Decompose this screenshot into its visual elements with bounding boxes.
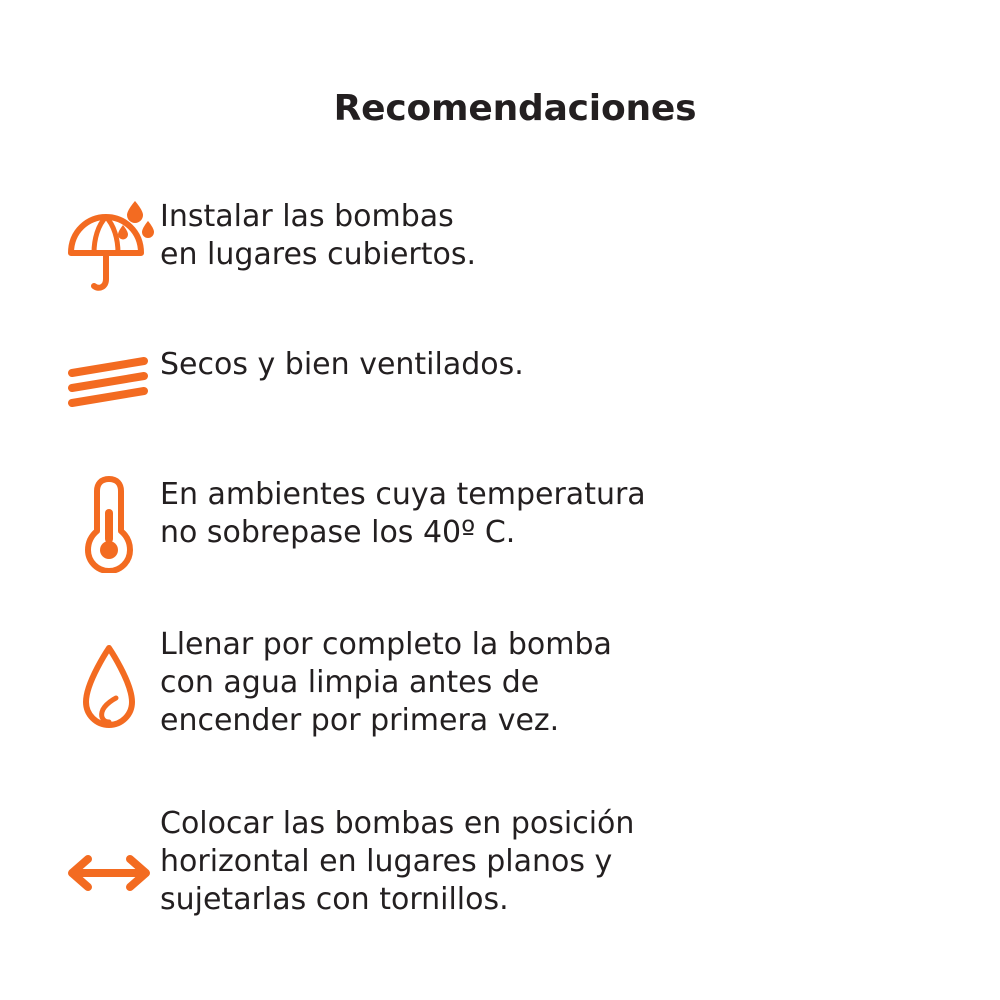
list-item-text [160, 783, 1000, 919]
icon-cell [0, 168, 160, 318]
list-item-line: Llenar por completo la bomba [160, 627, 612, 662]
list-item-line: sujetarlas con tornillos. [160, 882, 509, 918]
list-item-line: horizontal en lugares planos y [160, 844, 613, 880]
water-drop-icon [80, 642, 138, 740]
airflow-lines-icon [68, 355, 150, 411]
list-item-line: con agua limpia antes de [160, 665, 540, 701]
list-item [0, 448, 1000, 598]
list-item-text [160, 318, 1000, 384]
icon-cell [0, 598, 160, 783]
list-item-text [160, 598, 1000, 740]
list-item-line: Secos y bien ventilados. [160, 347, 524, 382]
page-title: Recomendaciones [333, 88, 697, 129]
thermometer-icon [81, 473, 137, 573]
list-item-text [160, 168, 1000, 274]
umbrella-rain-icon [63, 191, 155, 295]
list-item-line: no sobrepase los 40º C. [160, 515, 516, 551]
list-item-line: Colocar las bombas en posición [160, 806, 635, 841]
list-item [0, 783, 1000, 963]
list-item [0, 318, 1000, 448]
list-item [0, 168, 1000, 318]
icon-cell [0, 448, 160, 598]
icon-cell [0, 783, 160, 963]
list-item-line: encender por primera vez. [160, 703, 560, 739]
list-item-line: en lugares cubiertos. [160, 237, 477, 273]
icon-cell [0, 318, 160, 448]
recommendations-list [0, 168, 1000, 963]
list-item-line: Instalar las bombas [160, 199, 454, 234]
list-item-line: En ambientes cuya temperatura [160, 477, 646, 512]
horizontal-arrow-icon [64, 851, 154, 895]
list-item-text [160, 448, 1000, 552]
list-item [0, 598, 1000, 783]
